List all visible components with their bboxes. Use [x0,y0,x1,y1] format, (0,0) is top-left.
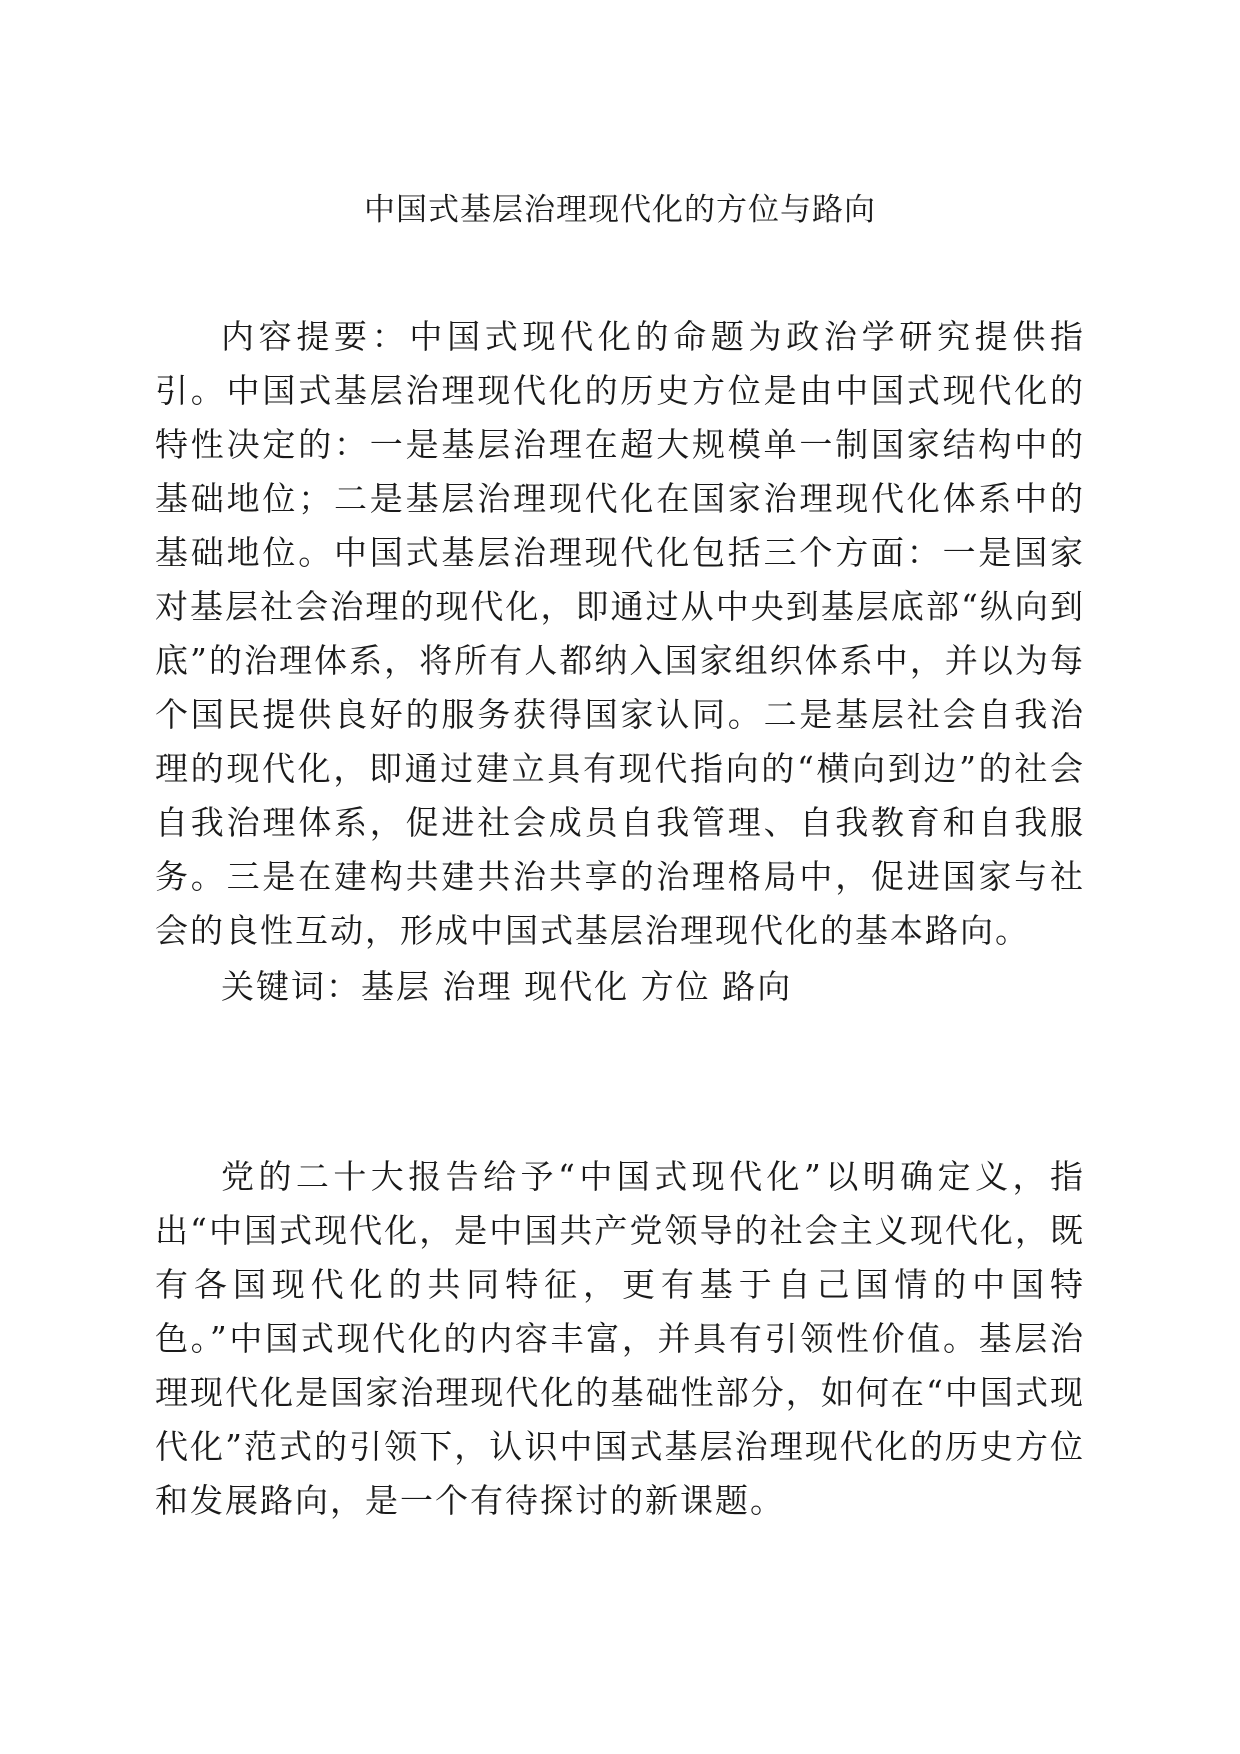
abstract-section [155,310,1085,1014]
abstract-label: 内容提要： [221,317,410,356]
keyword: 路向 [722,967,793,1006]
keyword: 方位 [640,967,711,1006]
abstract-paragraph [155,310,1085,958]
keyword: 治理 [442,967,513,1006]
keywords-line [155,960,1085,1014]
abstract-text: 中国式现代化的命题为政治学研究提供指引。中国式基层治理现代化的历史方位是由中国式现代化的特性决定的：一是基层治理在超大规模单一制国家结构中的基础地位；二是基层治理现代化在国家治理现代化体系中的基础地位。中国式基层治理现代化包括三个方面：一是国家对基层社会治理的现代化，即通过从中央到基层底部“纵向到底”的治理体系，将所有人都纳入国家组织体系中，并以为每个国民提供良好的服务获得国家认同。二是基层社会自我治理的现代化，即通过建立具有现代指向的“横向到边”的社会自我治理体系，促进社会成员自我管理、自我教育和自我服务。三是在建构共建共治共享的治理格局中，促进国家与社会的良性互动，形成中国式基层治理现代化的基本路向。 [155,317,1086,950]
body-section [155,1150,1085,1528]
body-paragraph: 党的二十大报告给予“中国式现代化”以明确定义，指出“中国式现代化，是中国共产党领导的社会主义现代化，既有各国现代化的共同特征，更有基于自己国情的中国特色。”中国式现代化的内容丰富，并具有引领性价值。基层治理现代化是国家治理现代化的基础性部分，如何在“中国式现代化”范式的引领下，认识中国式基层治理现代化的历史方位和发展路向，是一个有待探讨的新课题。 [155,1157,1085,1520]
keywords-label: 关键词： [221,967,361,1006]
keyword: 现代化 [524,967,630,1006]
keyword: 基层 [361,967,431,1006]
document-title: 中国式基层治理现代化的方位与路向 [364,192,876,228]
